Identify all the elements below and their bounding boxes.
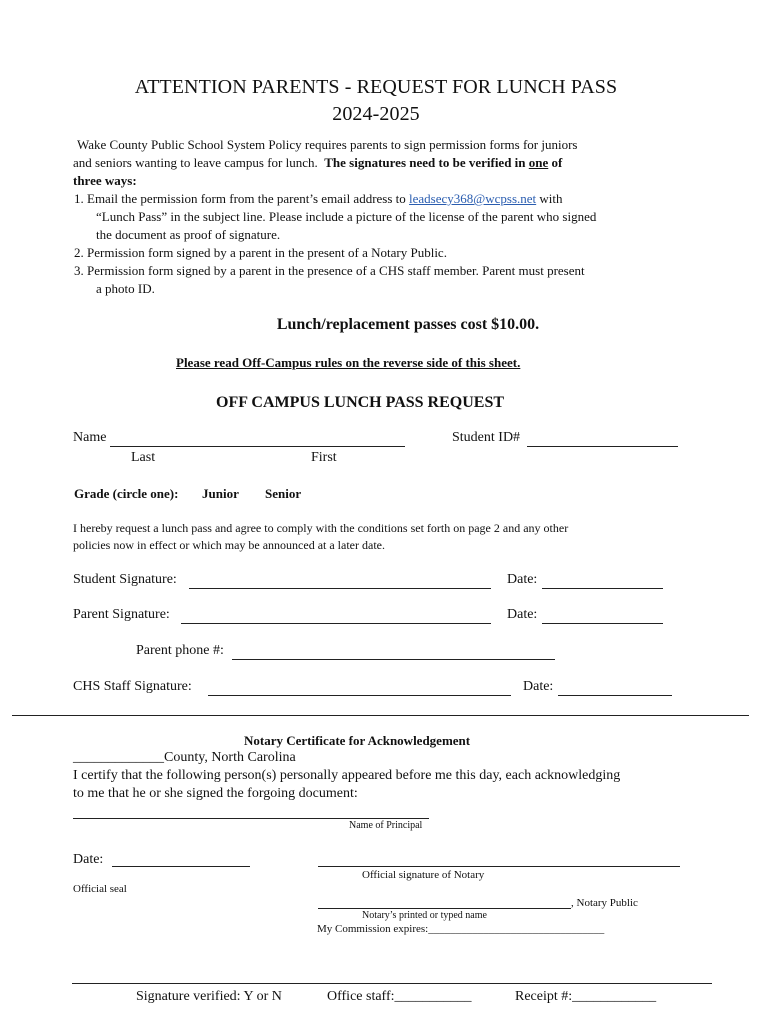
intro-line-3: three ways: bbox=[73, 173, 137, 188]
student-id-field[interactable] bbox=[527, 446, 678, 447]
notary-heading: Notary Certificate for Acknowledgement bbox=[244, 733, 471, 748]
commission-field[interactable]: ________________________________ bbox=[428, 923, 605, 935]
email-link[interactable]: leadsecy368@wcpss.net bbox=[409, 191, 537, 206]
notary-printed-name-field[interactable] bbox=[318, 908, 571, 909]
grade-junior-option[interactable]: Junior bbox=[202, 486, 239, 501]
way-1-line-2: “Lunch Pass” in the subject line. Please include a picture of the license of the parent who signed bbox=[96, 209, 597, 224]
parent-phone-label: Parent phone #: bbox=[136, 643, 224, 658]
way-1-line-3: the document as proof of signature. bbox=[96, 227, 281, 242]
parent-date-field[interactable] bbox=[542, 623, 663, 624]
commission-label: My Commission expires: bbox=[317, 923, 429, 935]
cost-note: Lunch/replacement passes cost $10.00. bbox=[276, 316, 540, 333]
signature-verified: Signature verified: Y or N bbox=[136, 989, 282, 1004]
intro-one-emphasis: one bbox=[528, 155, 549, 170]
notary-date-field[interactable] bbox=[112, 866, 250, 867]
student-date-label: Date: bbox=[507, 572, 538, 587]
agreement-line-2: policies now in effect or which may be announced at a later date. bbox=[73, 538, 385, 552]
parent-date-label: Date: bbox=[507, 607, 538, 622]
student-id-label: Student ID# bbox=[452, 430, 521, 445]
way-3-number: 3. bbox=[74, 263, 84, 278]
parent-signature-label: Parent Signature: bbox=[73, 607, 170, 622]
grade-label: Grade (circle one): bbox=[74, 486, 179, 501]
section-divider bbox=[12, 715, 749, 716]
staff-date-field[interactable] bbox=[558, 695, 672, 696]
first-label: First bbox=[311, 450, 337, 465]
staff-signature-label: CHS Staff Signature: bbox=[73, 679, 192, 694]
office-staff: Office staff:___________ bbox=[327, 989, 472, 1004]
county-label: County, North Carolina bbox=[164, 750, 296, 765]
request-heading: OFF CAMPUS LUNCH PASS REQUEST bbox=[216, 394, 505, 411]
certify-line-1: I certify that the following person(s) personally appeared before me this day, each acknowledging bbox=[73, 768, 621, 783]
official-seal-label: Official seal bbox=[73, 883, 127, 895]
way-2-line-1 bbox=[74, 245, 447, 261]
student-signature-label: Student Signature: bbox=[73, 572, 177, 587]
staff-signature-field[interactable] bbox=[208, 695, 511, 696]
intro-line-1: Wake County Public School System Policy requires parents to sign permission forms for juniors bbox=[77, 137, 578, 152]
way-3-line-2: a photo ID. bbox=[96, 281, 155, 296]
way-1-number: 1. bbox=[74, 191, 84, 206]
school-year: 2024-2025 bbox=[332, 103, 420, 125]
certify-line-2: to me that he or she signed the forgoing document: bbox=[73, 786, 358, 801]
name-label: Name bbox=[73, 430, 107, 445]
name-field[interactable] bbox=[110, 446, 405, 447]
rules-note: Please read Off-Campus rules on the reverse side of this sheet. bbox=[176, 355, 521, 370]
notary-date-label: Date: bbox=[73, 852, 104, 867]
receipt-number: Receipt #:____________ bbox=[515, 989, 657, 1004]
intro-line-2-bold: The signatures need to be verified in bbox=[324, 155, 526, 170]
notary-county-line bbox=[73, 750, 296, 766]
way-2-number: 2. bbox=[74, 245, 84, 260]
principal-name-caption: Name of Principal bbox=[349, 820, 423, 831]
page-title: ATTENTION PARENTS - REQUEST FOR LUNCH PASS bbox=[134, 76, 618, 98]
grade-senior-option[interactable]: Senior bbox=[265, 486, 302, 501]
principal-name-field[interactable] bbox=[73, 818, 429, 819]
agreement-line-1: I hereby request a lunch pass and agree to comply with the conditions set forth on page 2 and any other bbox=[73, 521, 569, 535]
notary-public-label: , Notary Public bbox=[571, 897, 638, 909]
county-blank[interactable]: _____________ bbox=[73, 750, 164, 765]
intro-line-2-bold-end: of bbox=[551, 155, 563, 170]
notary-signature-caption: Official signature of Notary bbox=[362, 869, 485, 881]
student-signature-field[interactable] bbox=[189, 588, 491, 589]
way-1-text: Email the permission form from the parent’s email address to bbox=[87, 191, 406, 206]
commission-line bbox=[317, 923, 604, 935]
last-label: Last bbox=[131, 450, 156, 465]
footer-divider bbox=[72, 983, 712, 984]
way-2-text: Permission form signed by a parent in the present of a Notary Public. bbox=[87, 245, 447, 260]
intro-line-2-text: and seniors wanting to leave campus for lunch. bbox=[73, 155, 318, 170]
intro-line-2 bbox=[73, 155, 562, 171]
parent-phone-field[interactable] bbox=[232, 659, 555, 660]
way-1-line-1 bbox=[74, 191, 563, 207]
way-3-text: Permission form signed by a parent in the presence of a CHS staff member. Parent must present bbox=[87, 263, 585, 278]
parent-signature-field[interactable] bbox=[181, 623, 491, 624]
way-1-text-end: with bbox=[539, 191, 563, 206]
notary-printed-name-caption: Notary’s printed or typed name bbox=[362, 910, 487, 921]
notary-signature-field[interactable] bbox=[318, 866, 680, 867]
student-date-field[interactable] bbox=[542, 588, 663, 589]
way-3-line-1 bbox=[74, 263, 585, 279]
staff-date-label: Date: bbox=[523, 679, 554, 694]
